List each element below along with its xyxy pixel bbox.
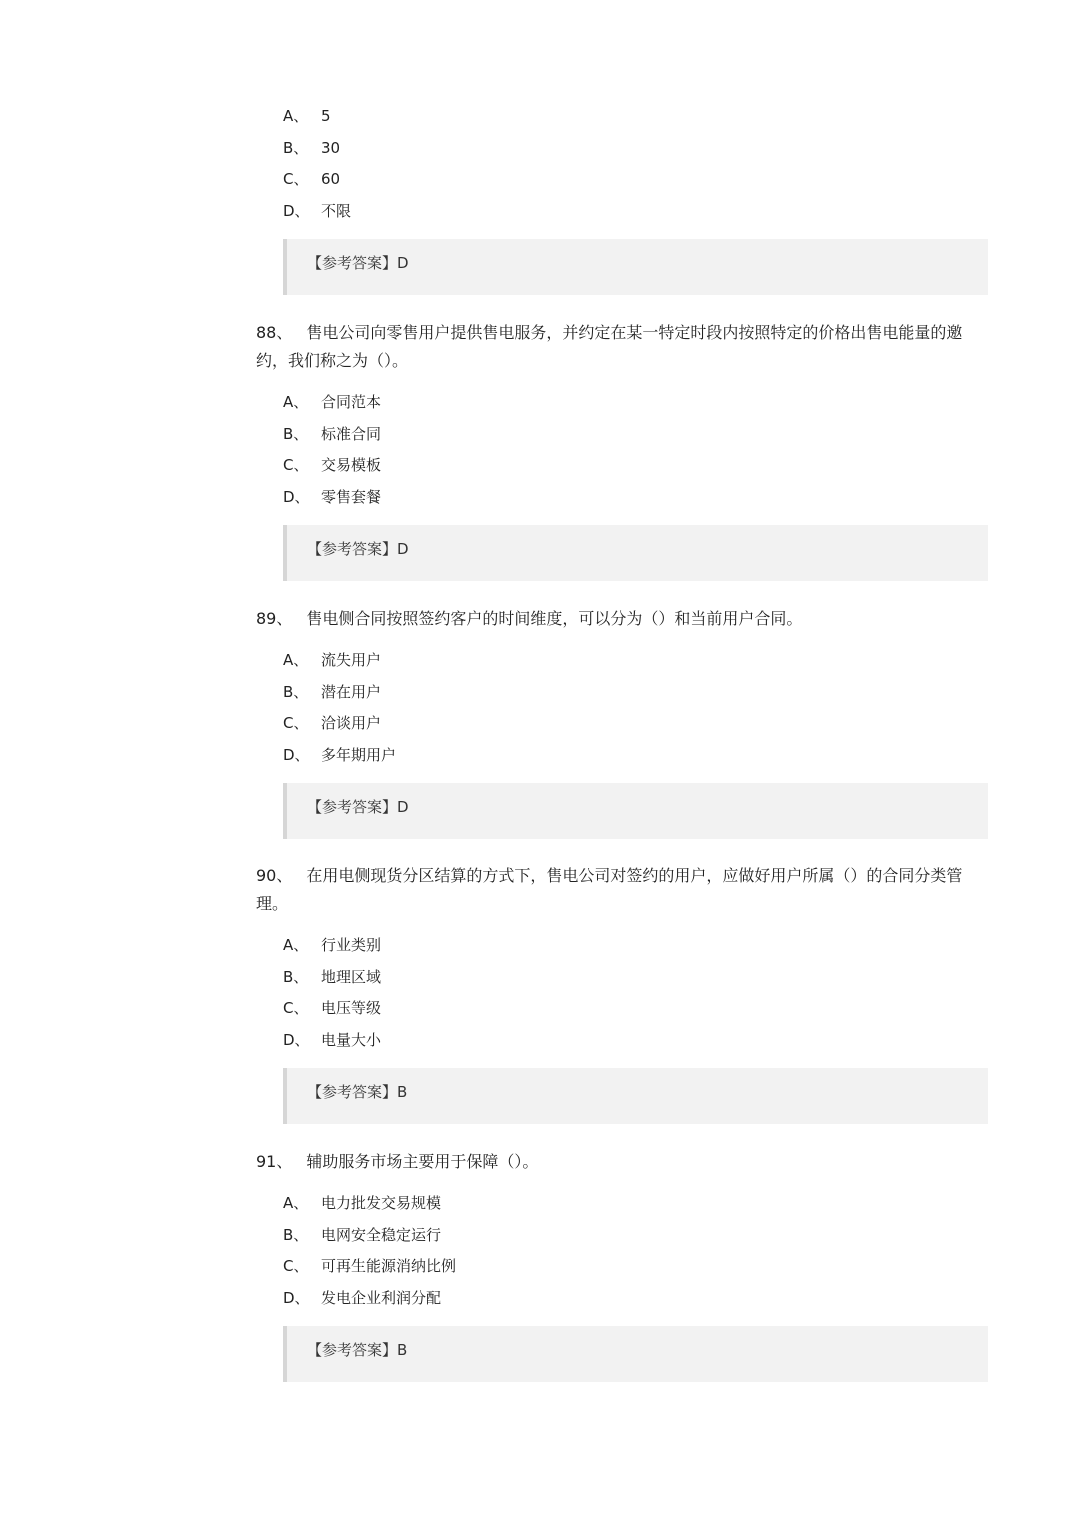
option-text: 电网安全稳定运行 [321,1225,442,1244]
option-text: 地理区域 [321,967,382,986]
question-stem: 辅助服务市场主要用于保障（）。 [306,1152,539,1171]
option-letter: D、 [283,487,310,506]
option-text: 合同范本 [321,393,382,411]
option-d [283,482,988,514]
option-letter: C、 [283,999,309,1017]
option-letter: A、 [283,107,309,125]
option-letter: B、 [283,682,309,701]
option-text: 不限 [321,201,352,220]
question-stem: 在用电侧现货分区结算的方式下，售电公司对签约的用户，应做好用户所属（）的合同分类管理。 [256,866,963,913]
answer-box: 【参考答案】D [283,525,988,581]
option-a [283,1188,988,1220]
option-letter: A、 [283,651,309,669]
question-text [256,862,988,918]
option-b [283,1220,988,1252]
question-block [256,862,988,1124]
question-block [256,319,988,581]
answer-box: 【参考答案】B [283,1326,988,1382]
option-text: 零售套餐 [321,487,382,506]
option-letter: A、 [283,1194,309,1212]
option-a [283,101,988,133]
option-letter: A、 [283,936,309,954]
option-b [283,419,988,451]
option-a [283,645,988,677]
option-text: 可再生能源消纳比例 [321,1257,457,1275]
answer-box: 【参考答案】D [283,239,988,295]
question-number: 90、 [256,866,293,885]
option-text: 流失用户 [321,651,382,669]
option-letter: A、 [283,393,309,411]
option-text: 60 [321,170,341,188]
option-text: 发电企业利润分配 [321,1288,442,1307]
option-text: 30 [321,138,341,157]
option-text: 洽谈用户 [321,714,382,732]
option-d [283,1283,988,1315]
option-list [256,101,988,227]
option-list [256,1188,988,1314]
option-text: 标准合同 [321,424,382,443]
question-block [256,101,988,295]
option-letter: D、 [283,1288,310,1307]
option-letter: D、 [283,1030,310,1049]
question-stem: 售电侧合同按照签约客户的时间维度，可以分为（）和当前用户合同。 [306,609,803,628]
question-stem: 售电公司向零售用户提供售电服务，并约定在某一特定时段内按照特定的价格出售电能量的邀约，我们称之为（）。 [256,323,963,370]
option-list [256,645,988,771]
question-number: 91、 [256,1152,293,1171]
question-number: 88、 [256,323,293,342]
option-a [283,387,988,419]
question-number: 89、 [256,609,293,628]
answer-box: 【参考答案】B [283,1068,988,1124]
question-block [256,605,988,839]
option-text: 电力批发交易规模 [321,1194,442,1212]
option-a [283,930,988,962]
option-text: 行业类别 [321,936,382,954]
option-text: 5 [321,107,331,125]
question-text [256,605,988,633]
option-c [283,1251,988,1283]
option-c [283,708,988,740]
option-list [256,930,988,1056]
option-letter: C、 [283,456,309,474]
option-c [283,450,988,482]
option-letter: B、 [283,967,309,986]
question-text [256,319,988,375]
option-b [283,962,988,994]
option-letter: D、 [283,745,310,764]
option-text: 电压等级 [321,999,382,1017]
option-letter: D、 [283,201,310,220]
option-d [283,740,988,772]
option-list [256,387,988,513]
option-c [283,164,988,196]
question-text [256,1148,988,1176]
option-letter: C、 [283,1257,309,1275]
option-letter: C、 [283,714,309,732]
option-b [283,133,988,165]
answer-box: 【参考答案】D [283,783,988,839]
option-b [283,677,988,709]
option-letter: B、 [283,424,309,443]
option-letter: B、 [283,1225,309,1244]
option-letter: C、 [283,170,309,188]
option-d [283,196,988,228]
option-text: 潜在用户 [321,682,382,701]
option-text: 多年期用户 [321,745,397,764]
option-text: 电量大小 [321,1030,382,1049]
question-block [256,1148,988,1382]
option-c [283,993,988,1025]
option-letter: B、 [283,138,309,157]
option-text: 交易模板 [321,456,382,474]
option-d [283,1025,988,1057]
